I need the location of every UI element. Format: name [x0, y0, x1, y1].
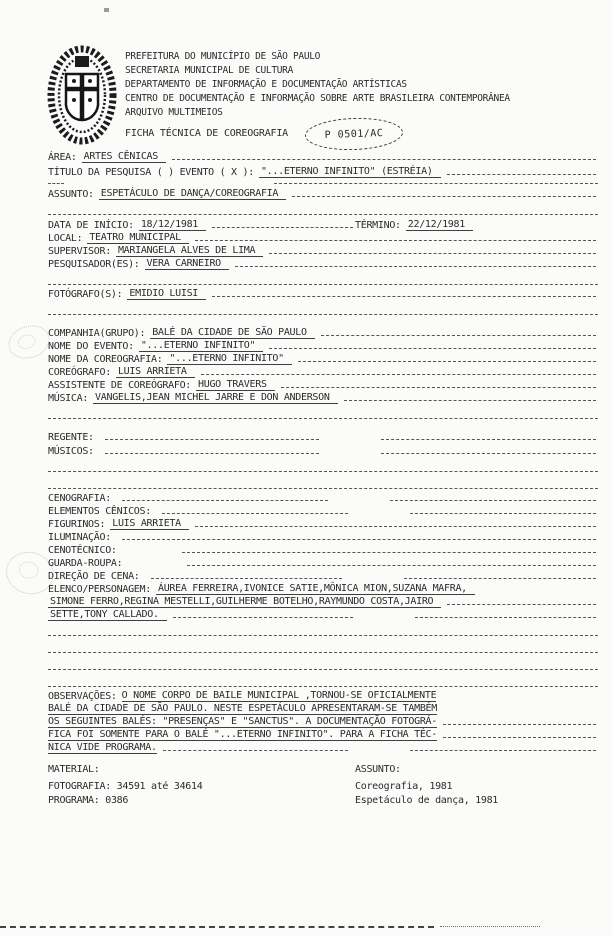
dashed-rule [344, 400, 596, 401]
field-value: MARIANGELA ALVES DE LIMA [116, 245, 263, 257]
field-pesquisador [48, 257, 598, 270]
field-figurinos [48, 517, 598, 530]
dashed-rule [212, 227, 353, 228]
field-label: ELEMENTOS CÊNICOS: [48, 506, 151, 517]
field-label: ASSUNTO: [48, 189, 94, 200]
dashed-rule [447, 604, 596, 605]
field-label: MÚSICOS: [48, 446, 94, 457]
dashed-rule [410, 750, 596, 751]
dashed-rule [187, 565, 596, 566]
field-value: HUGO TRAVERS [196, 379, 275, 391]
dashed-rule [381, 439, 596, 440]
dashed-rule [195, 240, 596, 241]
dashed-separator [48, 270, 598, 285]
field-nome-coreografia [48, 352, 598, 365]
scan-edge-artifact [0, 926, 434, 928]
field-label: FIGURINOS: [48, 519, 106, 530]
elenco-continuation [48, 595, 598, 608]
field-value: "...ETERNO INFINITO" [139, 340, 263, 352]
field-value: 22/12/1981 [406, 219, 473, 231]
field-value: "...ETERNO INFINITO" [167, 353, 291, 365]
field-label: CENOTÉCNICO: [48, 545, 117, 556]
dashed-separator [48, 457, 598, 472]
letterhead [125, 50, 510, 120]
org-line: ARQUIVO MULTIMEIOS [125, 107, 223, 118]
observacoes-line: OS SEGUINTES BALÉS: "PRESENÇAS" E "SANCTUS". A DOCUMENTAÇÃO FOTOGRÁ- [48, 716, 437, 727]
field-label: COMPANHIA(GRUPO): [48, 328, 146, 339]
field-value: 0386 [105, 795, 129, 806]
dashed-rule [443, 737, 596, 738]
sao-paulo-coat-of-arms-icon [46, 44, 118, 146]
dashed-rule [105, 439, 320, 440]
field-value: EMIDIO LUISI [127, 288, 206, 300]
field-label: NOME DA COREOGRAFIA: [48, 354, 163, 365]
observacoes-line: NICA VIDE PROGRAMA. [48, 742, 157, 753]
field-value: 34591 até 34614 [116, 781, 203, 792]
dashed-rule [298, 361, 596, 362]
field-coreografo [48, 365, 598, 378]
field-label: FOTOGRAFIA: [48, 781, 117, 792]
field-value: "...ETERNO INFINITO" (ESTRÉIA) [259, 166, 441, 178]
dashed-separator [48, 638, 598, 653]
field-titulo [48, 163, 598, 178]
footer-row [48, 795, 598, 807]
observacoes-line: BALÉ DA CIDADE DE SÃO PAULO. NESTE ESPETÁCULO APRESENTARAM-SE TAMBÉM [48, 703, 437, 714]
field-label: TÍTULO DA PESQUISA ( ) EVENTO ( X ): [48, 167, 254, 178]
dashed-separator [48, 404, 598, 419]
field-value: LUIS ARRIETA [116, 366, 195, 378]
dashed-rule [122, 539, 596, 540]
dashed-rule [182, 552, 596, 553]
field-label: DATA DE INÍCIO: [48, 220, 134, 231]
observacoes-line: FICA FOI SOMENTE PARA O BALÉ "...ETERNO INFINITO". PARA A FICHA TÉC- [48, 729, 437, 740]
dashed-rule [163, 750, 349, 751]
field-regente [48, 429, 598, 443]
dashed-separator [48, 672, 598, 687]
dashed-separator [48, 655, 598, 670]
dashed-rule [173, 617, 354, 618]
observacoes-continuation [48, 715, 598, 728]
dashed-rule [281, 387, 596, 388]
observacoes-continuation [48, 702, 598, 715]
material-label: MATERIAL: [48, 764, 100, 775]
org-line: SECRETARIA MUNICIPAL DE CULTURA [125, 65, 294, 76]
observacoes-continuation [48, 728, 598, 741]
dashed-rule [162, 513, 348, 514]
field-label: PESQUISADOR(ES): [48, 259, 140, 270]
field-label: DIREÇÃO DE CENA: [48, 571, 140, 582]
assunto-entry: Coreografia, 1981 [355, 781, 453, 792]
field-label: REGENTE: [48, 432, 94, 443]
field-label: OBSERVAÇÕES: [48, 691, 117, 702]
field-label: GUARDA-ROUPA: [48, 558, 123, 569]
field-fotografo [48, 287, 598, 300]
dashed-rule [292, 196, 596, 197]
field-area [48, 150, 598, 163]
dashed-rule [151, 578, 343, 579]
dashed-rule [172, 159, 596, 160]
observacoes-line: O NOME CORPO DE BAILE MUNICIPAL ,TORNOU-SE OFICIALMENTE [121, 690, 437, 701]
dashed-separator [48, 621, 598, 636]
field-datas [48, 217, 598, 231]
scan-speck [104, 8, 109, 12]
field-observacoes [48, 689, 598, 702]
field-value: TEATRO MUNICIPAL [87, 232, 189, 244]
field-assunto [48, 186, 598, 200]
fotografia-entry [48, 781, 355, 793]
field-companhia [48, 326, 598, 339]
dashed-rule [447, 174, 596, 175]
dashed-rule [122, 500, 328, 501]
field-assistente-coreografo [48, 378, 598, 391]
dashed-rule [235, 266, 596, 267]
field-local [48, 231, 598, 244]
dashed-separator [48, 200, 598, 215]
field-label: LOCAL: [48, 233, 83, 244]
field-value: LUIS ARRIETA [110, 518, 189, 530]
dashed-rule [443, 724, 596, 725]
field-label: ILUMINAÇÃO: [48, 532, 111, 543]
dashed-rule [390, 500, 596, 501]
dashed-rule [105, 453, 320, 454]
assunto-entry: Espetáculo de dança, 1981 [355, 795, 499, 806]
field-value: VERA CARNEIRO [145, 258, 229, 270]
field-label: CENOGRAFIA: [48, 493, 111, 504]
assunto-label: ASSUNTO: [355, 764, 401, 775]
org-line: PREFEITURA DO MUNICÍPIO DE SÃO PAULO [125, 51, 321, 62]
dashed-rule [212, 296, 596, 297]
field-value: VANGELIS,JEAN MICHEL JARRE E DON ANDERSON [93, 392, 338, 404]
footer-row [48, 781, 598, 793]
field-label: ÁREA: [48, 152, 77, 163]
org-line: CENTRO DE DOCUMENTAÇÃO E INFORMAÇÃO SOBRE ARTE BRASILEIRA CONTEMPORÂNEA [125, 93, 510, 104]
elenco-line: SIMONE FERRO,REGINA MESTELLI,GUILHERME BOTELHO,RAYMUNDO COSTA,JAIRO [48, 596, 441, 608]
field-direcao-cena [48, 569, 598, 582]
field-label: SUPERVISOR: [48, 246, 111, 257]
field-value: BALÉ DA CIDADE DE SÃO PAULO [150, 327, 314, 339]
dashed-rule [321, 335, 596, 336]
field-guarda-roupa [48, 556, 598, 569]
dashed-rule [269, 348, 596, 349]
elenco-line: ÁUREA FERREIRA,IVONICE SATIE,MÔNICA MION,SUZANA MAFRA, [156, 583, 475, 595]
field-label: MÚSICA: [48, 393, 89, 404]
dashed-rule [48, 178, 598, 186]
field-elementos-cenicos [48, 504, 598, 517]
elenco-line: SETTE,TONY CALLADO. [48, 609, 167, 621]
org-line: DEPARTAMENTO DE INFORMAÇÃO E DOCUMENTAÇÃO ARTÍSTICAS [125, 79, 407, 90]
field-label: TÉRMINO: [355, 220, 401, 231]
field-value: 18/12/1981 [139, 219, 206, 231]
field-label: FOTÓGRAFO(S): [48, 289, 123, 300]
field-label: ASSISTENTE DE COREÓGRAFO: [48, 380, 192, 391]
dashed-rule [201, 374, 596, 375]
dashed-rule [415, 617, 596, 618]
field-iluminacao [48, 530, 598, 543]
field-elenco [48, 582, 598, 595]
field-value: ESPETÁCULO DE DANÇA/COREOGRAFIA [99, 188, 286, 200]
field-cenografia [48, 491, 598, 504]
field-value: ARTES CÊNICAS [82, 151, 166, 163]
field-nome-evento [48, 339, 598, 352]
dashed-separator [48, 300, 598, 315]
dashed-rule [410, 513, 596, 514]
field-label: PROGRAMA: [48, 795, 106, 806]
field-musica [48, 391, 598, 404]
field-label: COREÓGRAFO: [48, 367, 111, 378]
form-body [48, 150, 598, 807]
observacoes-continuation [48, 741, 598, 754]
archive-code-stamp: P 0501/AC [304, 116, 403, 151]
dashed-rule [381, 453, 596, 454]
field-label: ELENCO/PERSONAGEM: [48, 584, 151, 595]
field-musicos [48, 443, 598, 457]
dashed-separator [48, 474, 598, 489]
form-title: FICHA TÉCNICA DE COREOGRAFIA [125, 128, 288, 139]
dashed-rule [269, 253, 596, 254]
field-cenotecnico [48, 543, 598, 556]
programa-entry [48, 795, 355, 807]
scan-smudge [4, 320, 54, 363]
dashed-rule [195, 526, 596, 527]
field-supervisor [48, 244, 598, 257]
elenco-continuation [48, 608, 598, 621]
field-label: NOME DO EVENTO: [48, 341, 134, 352]
footer-headers [48, 764, 598, 775]
dashed-rule [404, 578, 596, 579]
